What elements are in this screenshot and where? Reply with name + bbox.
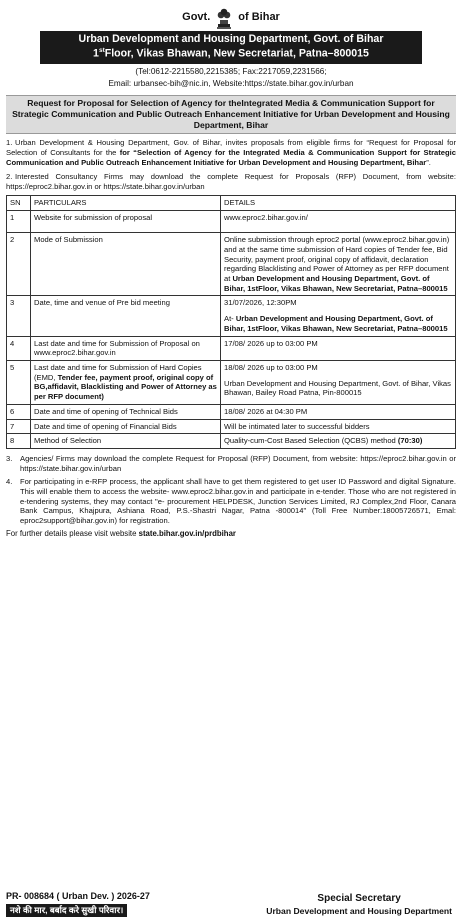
slogan-badge: नशे की मार, बर्बाद करे सुखी परिवार। — [6, 904, 127, 917]
table-row: 8 Method of Selection Quality-cum-Cost Based Selection (QCBS) method (70:30) — [7, 434, 456, 449]
col-details: DETAILS — [221, 196, 456, 211]
intro-paragraph-1: 1. Urban Development & Housing Department, Gov. of Bihar, invites proposals from eligible firms for “Request for Proposal for Selection of Consultants for the for “Selection of Agency for the Integrated Media & Communication Support for Strategic Communication and Public Outreach Enhancement Initiative for Urban Development and Housing Department, Bihar”. — [6, 138, 456, 167]
table-row: 2 Mode of Submission Online submission through eproc2 portal (www.eproc2.bihar.gov.in) and at the same time submission of Hard copies of Tender fee, Bid Security, payment proof, original copy of affidavit, declaration regarding Blacklisting and Power of Attorney as per RFP document at Urban Development and Housing Department, Govt. of Bihar, 1stFloor, Vikas Bhawan, New Secretariat, Patna–800015 — [7, 233, 456, 296]
col-sn: SN — [7, 196, 31, 211]
further-details-link[interactable]: state.bihar.gov.in/prdbihar — [138, 529, 236, 539]
email-website: Email: urbansec-bih@nic.in, Website:https://state.bihar.gov.in/urban — [108, 78, 354, 88]
notes-section — [6, 454, 456, 526]
table-row: 6 Date and time of opening of Technical Bids 18/08/ 2026 at 04:30 PM — [7, 404, 456, 419]
table-row: 1 Website for submission of proposal www.eproc2.bihar.gov.in/ — [7, 211, 456, 233]
further-details: For further details please visit website state.bihar.gov.in/prdbihar — [6, 529, 236, 539]
table-row: 7 Date and time of opening of Financial Bids Will be intimated later to successful bidders — [7, 419, 456, 434]
note-item: 3. Agencies/ Firms may download the complete Request for Proposal (RFP) Document, from website: https://eproc2.bihar.gov.in or https://state.bihar.gov.in/urban — [6, 454, 456, 473]
rfp-title: Request for Proposal for Selection of Agency for theIntegrated Media & Communication Support for Strategic Communication and Public Outreach Enhancement Initiative for Urban Development and Housing Department, Bihar — [6, 95, 456, 135]
contact-info — [6, 66, 456, 88]
signatory-department: Urban Development and Housing Department — [266, 906, 452, 916]
footer — [6, 891, 456, 917]
signatory-title: Special Secretary — [317, 893, 401, 905]
state-label: of Bihar — [238, 11, 280, 24]
department-name: Urban Development and Housing Department, Govt. of Bihar — [78, 33, 384, 45]
table-header-row — [7, 196, 456, 211]
govt-label: Govt. — [182, 11, 211, 24]
department-banner — [40, 31, 422, 64]
signature-block — [266, 893, 452, 917]
schedule-table — [6, 195, 456, 449]
table-row: 5 Last date and time for Submission of Hard Copies (EMD, Tender fee, payment proof, original copy of BG,affidavit, Blacklisting and Power of Attorney as per RFP document) 18/08/ 2026 up to 03:00 PM Urban Development and Housing Department, Govt. of Bihar, Vikas Bhawan, Bailey Road Patna, Pin-800015 — [7, 361, 456, 405]
state-emblem-icon — [214, 6, 234, 30]
pr-number: PR- 008684 ( Urban Dev. ) 2026-27 — [6, 891, 150, 902]
tel-fax: (Tel:0612-2215580,2215385; Fax:2217059,2231566; — [135, 67, 327, 77]
table-row: 3 Date, time and venue of Pre bid meeting 31/07/2026, 12:30PM At- Urban Development and Housing Department, Govt. of Bihar, 1stFloor, Vikas Bhawan, New Secretariat, Patna–800015 — [7, 296, 456, 336]
col-particulars: PARTICULARS — [31, 196, 221, 211]
department-address: 1stFloor, Vikas Bhawan, New Secretariat, Patna–800015 — [93, 46, 369, 60]
govt-header — [6, 4, 456, 31]
table-row: 4 Last date and time for Submission of Proposal on www.eproc2.bihar.gov.in 17/08/ 2026 up to 03:00 PM — [7, 336, 456, 360]
intro-paragraph-2: 2. Interested Consultancy Firms may download the complete Request for Proposals (RFP) Document, from website: https://eproc2.bihar.gov.in or https://state.bihar.gov.in/urban — [6, 171, 456, 191]
note-item: 4. For participating in e-RFP process, the applicant shall have to get them registered to get user ID Password and digital Signature. This will enable them to access the website- www.eproc2.bihar.gov.in and participate in e-tender. Those who are not registered in e-tendering systems, they may contact "e- procurement HELPDESK, Junction Services Limited, RJ Complex,2nd Floor, Canara Bank Campus, Khajpura, Ashiana Road, P.S.-Shastri Nagar, Patna -800014" (Toll Free Number:18005726571, Emal: eproc2support@bihar.gov.in) for registration. — [6, 476, 456, 526]
